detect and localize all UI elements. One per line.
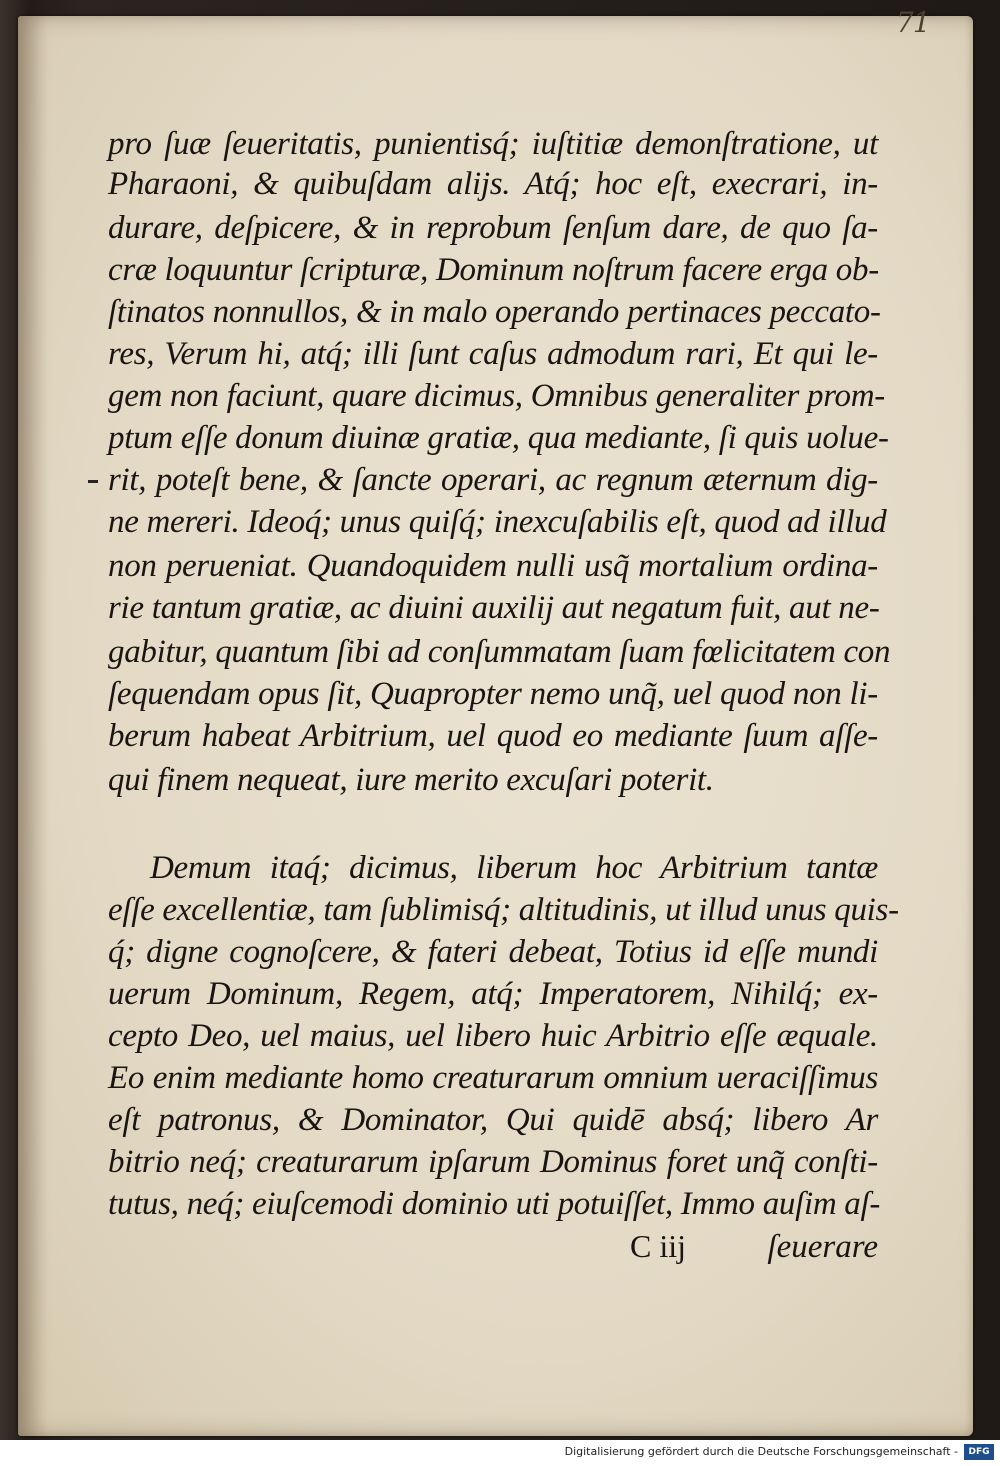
funding-credit: Digitalisierung gefördert durch die Deutsche Forschungsgemeinschaft - [564, 1445, 958, 1458]
text-line: Pharaoni, & quibuſdam alijs. Atq́; hoc eſt, execrari, in- [108, 166, 878, 202]
signature-mark: C iij [630, 1228, 687, 1264]
text-line: tutus, neq́; eiuſcemodi dominio uti potuiſſet, Immo auſim aſ- [108, 1186, 881, 1222]
page-foot-line [630, 1228, 878, 1266]
text-line: berum habeat Arbitrium, uel quod eo mediante ſuum aſſe- [108, 718, 878, 754]
text-line: cræ loquuntur ſcripturæ, Dominum noſtrum facere erga ob- [108, 252, 879, 288]
text-line: cepto Deo, uel maius, uel libero huic Arbitrio eſſe æquale. [108, 1018, 878, 1054]
text-line: Eo enim mediante homo creaturarum omnium ueraciſſimus [108, 1060, 878, 1096]
text-line: q́; digne cognoſcere, & fateri debeat, Totius id eſſe mundi [108, 934, 878, 970]
page-gutter-shadow [18, 16, 48, 1436]
text-line: Demum itaq́; dicimus, liberum hoc Arbitrium tantæ [150, 850, 878, 886]
dfg-logo-icon: DFG [964, 1444, 994, 1460]
folio-number: 71 [896, 6, 930, 39]
margin-mark [88, 480, 98, 483]
text-line: rie tantum gratiæ, ac diuini auxilij aut negatum fuit, aut ne- [108, 590, 880, 626]
text-line: gabitur, quantum ſibi ad conſummatam ſuam fœlicitatem con [108, 634, 891, 670]
text-line: qui finem nequeat, iure merito excuſari poterit. [108, 762, 714, 798]
text-line: ne mereri. Ideoq́; unus quiſq́; inexcuſabilis eſt, quod ad illud [108, 504, 887, 540]
text-line: res, Verum hi, atq́; illi ſunt caſus admodum rari, Et qui le- [108, 336, 878, 372]
text-line: non perueniat. Quandoquidem nulli usq̃ mortalium ordina- [108, 548, 878, 584]
text-line: uerum Dominum, Regem, atq́; Imperatorem, Nihilq́; ex- [108, 976, 878, 1012]
footer-bar [0, 1440, 1000, 1466]
text-line: pro ſuæ ſeueritatis, punientisq́; iuſtitiæ demonſtratione, ut [108, 126, 878, 162]
text-line: ſequendam opus ſit, Quapropter nemo unq̃, uel quod non li- [108, 676, 878, 712]
text-line: ſtinatos nonnullos, & in malo operando pertinaces peccato- [108, 294, 881, 330]
text-line: ptum eſſe donum diuinæ gratiæ, qua mediante, ſi quis uolue- [108, 420, 889, 456]
text-line: eſſe excellentiæ, tam ſublimisq́; altitudinis, ut illud unus quis- [108, 892, 899, 928]
text-line: eſt patronus, & Dominator, Qui quidē absq́; libero Ar [108, 1102, 878, 1138]
text-line: bitrio neq́; creaturarum ipſarum Dominus foret unq̃ conſti- [108, 1144, 878, 1180]
text-line: rit, poteſt bene, & ſancte operari, ac regnum æternum dig- [108, 462, 878, 498]
text-line: gem non faciunt, quare dicimus, Omnibus generaliter prom- [108, 378, 885, 414]
text-line: durare, deſpicere, & in reprobum ſenſum dare, de quo ſa- [108, 210, 878, 246]
catchword: ſeuerare [767, 1229, 878, 1265]
